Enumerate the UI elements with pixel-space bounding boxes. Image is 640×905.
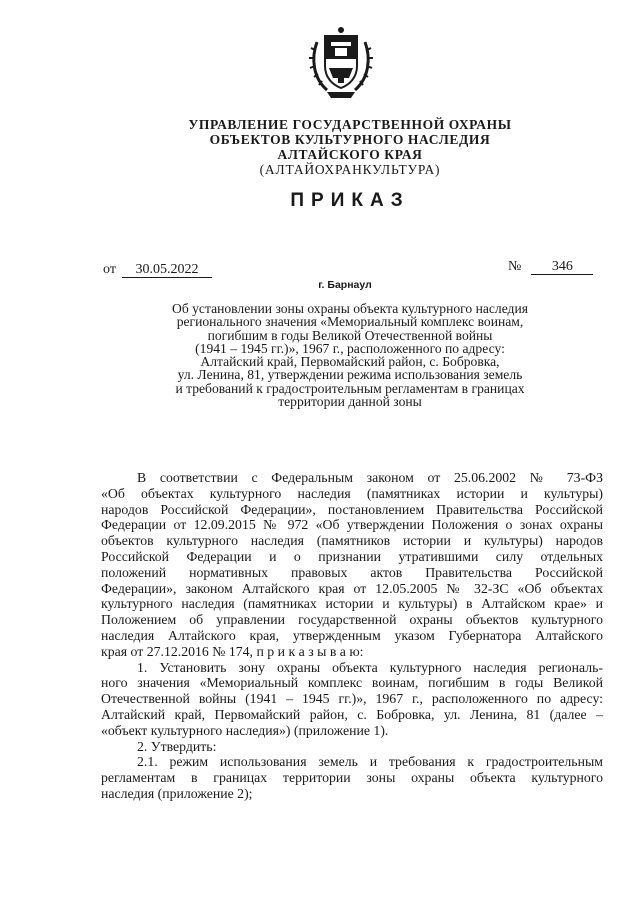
subject-line: и требований к градостроительным регламентам в границах bbox=[175, 380, 525, 396]
subject-line: Алтайский край, Первомайский район, с. Бобровка, bbox=[200, 354, 500, 370]
preamble-line: «Об объектах культурного наследия (памятниках истории и культуры) bbox=[101, 485, 603, 501]
preamble-line: объектов культурного наследия (памятников истории и культуры) народов bbox=[101, 533, 603, 549]
agency-abbreviation: (АЛТАЙОХРАНКУЛЬТУРА) bbox=[259, 162, 441, 177]
preamble-line: края от 27.12.2016 № 174, п р и к а з ы в а ю: bbox=[101, 643, 364, 659]
preamble-line: наследия Алтайского края, утвержденным указом Губернатора Алтайского bbox=[101, 627, 603, 643]
subject-line: ул. Ленина, 81, утверждении режима использования земель bbox=[177, 367, 523, 383]
city-label: г. Барнаул bbox=[318, 279, 372, 291]
order-number bbox=[508, 259, 593, 275]
item-2-1-line: 2.1. режим использования земель и требования к градостроительным bbox=[137, 754, 603, 770]
preamble-line: Федерации», законом Алтайского края от 12.05.2005 № 32-ЗС «Об объектах bbox=[101, 580, 603, 596]
subject-line: погибшим в годы Великой Отечественной войны bbox=[207, 327, 493, 343]
subject-line: Об установлении зоны охраны объекта культурного наследия bbox=[172, 301, 528, 316]
preamble-line: Федерации от 12.09.2015 № 972 «Об утверждении Положения о зонах охраны bbox=[101, 517, 603, 533]
item-1-line: «объект культурного наследия») (приложение 1). bbox=[101, 722, 389, 738]
item-1-line: Алтайский край, Первомайский район, с. Бобровка, ул. Ленина, 81 (далее – bbox=[101, 706, 603, 722]
agency-line-2: ОБЪЕКТОВ КУЛЬТУРНОГО НАСЛЕДИЯ bbox=[209, 132, 491, 147]
agency-name bbox=[150, 117, 550, 177]
subject-line: территории данной зоны bbox=[278, 394, 422, 410]
item-1-line: Отечественной войны (1941 – 1945 гг.)», 1967 г., расположенного по адресу: bbox=[101, 691, 603, 707]
item-1-line: 1. Установить зону охраны объекта культурного наследия региональ- bbox=[137, 659, 603, 675]
number-value: 346 bbox=[531, 259, 593, 275]
order-date bbox=[103, 262, 212, 278]
number-prefix: № bbox=[508, 259, 522, 274]
preamble-line: Российской Федерации и о признании утратившими силу отдельных bbox=[101, 548, 603, 564]
date-prefix: от bbox=[103, 262, 116, 277]
preamble-line: положений нормативных правовых актов Правительства Российской bbox=[101, 564, 603, 580]
item-2: 2. Утвердить: bbox=[137, 738, 217, 754]
preamble-line: народов Российской Федерации», постановлением Правительства Российской bbox=[101, 501, 603, 517]
order-subject bbox=[140, 302, 560, 408]
date-value: 30.05.2022 bbox=[122, 262, 212, 278]
agency-line-3: АЛТАЙСКОГО КРАЯ bbox=[277, 147, 423, 162]
agency-line-1: УПРАВЛЕНИЕ ГОСУДАРСТВЕННОЙ ОХРАНЫ bbox=[188, 117, 512, 132]
item-2-1-line: наследия (приложение 2); bbox=[101, 785, 253, 801]
subject-line: регионального значения «Мемориальный комплекс воинам, bbox=[176, 314, 524, 330]
document-title: ПРИКАЗ bbox=[290, 190, 410, 211]
preamble-line: В соответствии с Федеральным законом от 25.06.2002 № 73-ФЗ bbox=[137, 470, 603, 485]
subject-line: (1941 – 1945 гг.)», 1967 г., расположенного по адресу: bbox=[195, 340, 505, 356]
order-body bbox=[101, 470, 603, 802]
preamble-line: Положением об управлении государственной охраны объектов культурного bbox=[101, 612, 603, 628]
altai-krai-coat-of-arms-icon bbox=[305, 22, 377, 102]
item-2-1-line: регламентам в границах территории зоны охраны объекта культурного bbox=[101, 770, 603, 786]
preamble-line: культурного наследия (памятниках истории и культуры) в Алтайском крае» и bbox=[101, 596, 603, 612]
item-1-line: ного значения «Мемориальный комплекс воинам, погибшим в годы Великой bbox=[101, 675, 603, 691]
